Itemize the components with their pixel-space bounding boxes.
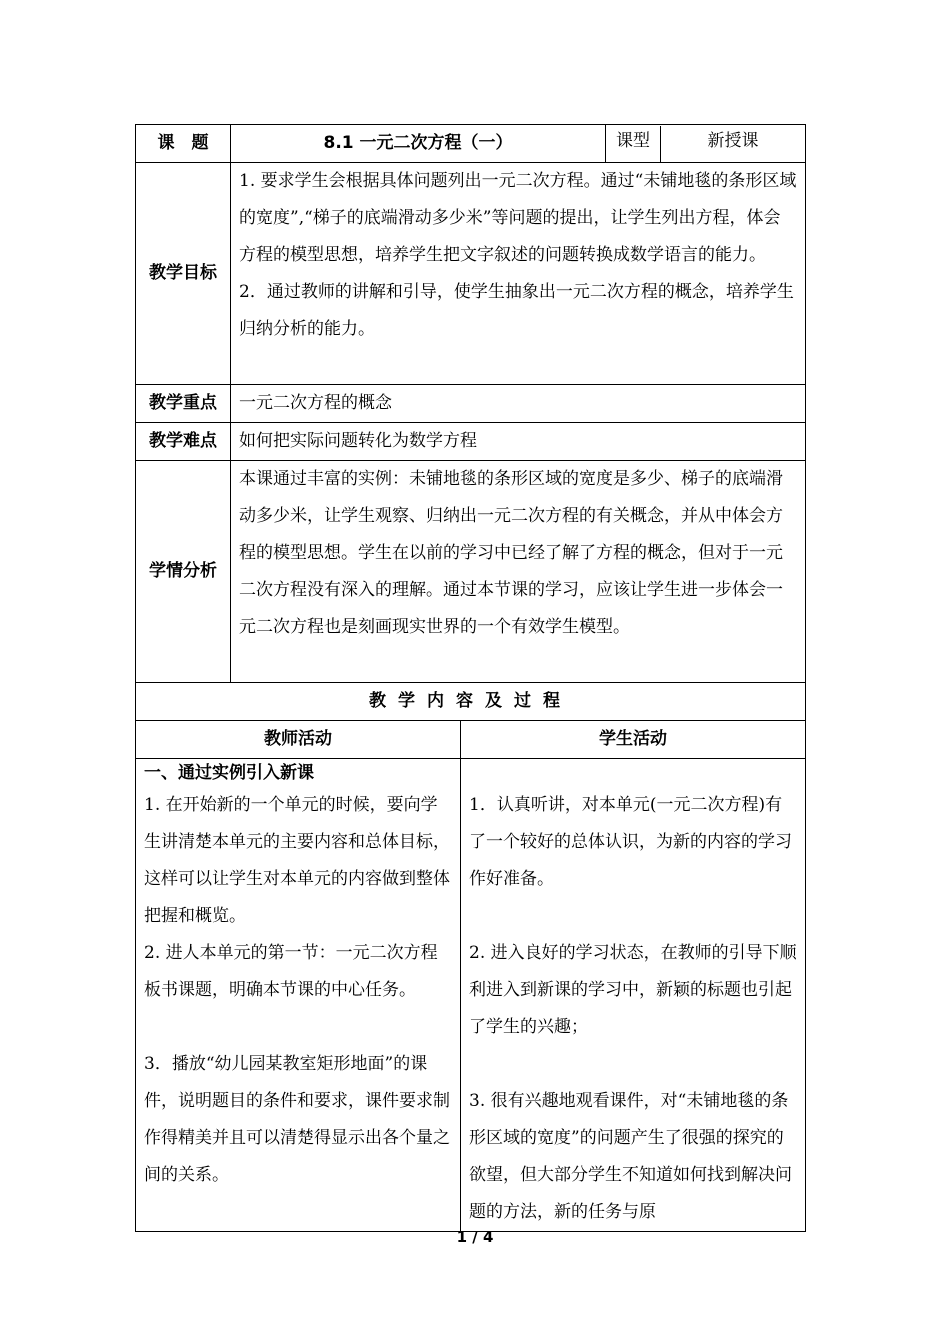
teacher-step: 3．播放“幼儿园某教室矩形地面”的课件，说明题目的条件和要求，课件要求制作得精美并且可以清楚得显示出各个量之间的关系。 <box>144 1054 450 1185</box>
student-step: 3. 很有兴趣地观看课件，对“未铺地毯的条形区域的宽度”的问题产生了很强的探究的欲望，但大部分学生不知道如何找到解决问题的方法，新的任务与原 <box>469 1091 792 1222</box>
teacher-step: 1. 在开始新的一个单元的时候，要向学生讲清楚本单元的主要内容和总体目标，这样可以让学生对本单元的内容做到整体把握和概览。 <box>144 795 450 926</box>
key-point-label: 教学重点 <box>136 385 231 423</box>
student-step: 1．认真听讲，对本单元(一元二次方程)有了一个较好的总体认识，为新的内容的学习作好准备。 <box>469 795 792 889</box>
page-number: 1 / 4 <box>456 1228 494 1246</box>
analysis-label: 学情分析 <box>136 461 231 683</box>
teacher-activity-cell <box>136 759 461 1232</box>
subject-value: 8.1 一元二次方程（一） <box>231 125 606 163</box>
activity-row <box>136 759 806 1232</box>
student-activity-header: 学生活动 <box>461 721 806 759</box>
objectives-row <box>136 163 806 385</box>
section-title: 一、通过实例引入新课 <box>144 763 314 783</box>
difficulty-label: 教学难点 <box>136 423 231 461</box>
objectives-content <box>231 163 806 385</box>
difficulty-row <box>136 423 806 461</box>
objective-item: 2．通过教师的讲解和引导，使学生抽象出一元二次方程的概念，培养学生归纳分析的能力。 <box>239 282 794 339</box>
objectives-label: 教学目标 <box>136 163 231 385</box>
type-cell <box>606 125 806 163</box>
key-point-row <box>136 385 806 423</box>
type-value: 新授课 <box>707 130 759 151</box>
subject-label: 课 题 <box>136 125 231 163</box>
difficulty-value: 如何把实际问题转化为数学方程 <box>231 423 806 461</box>
type-label: 课型 <box>606 126 661 162</box>
activity-header-row <box>136 721 806 759</box>
key-point-value: 一元二次方程的概念 <box>231 385 806 423</box>
lesson-plan-table <box>135 124 806 1232</box>
student-step: 2. 进入良好的学习状态，在教师的引导下顺利进入到新课的学习中，新颖的标题也引起了学生的兴趣； <box>469 943 797 1037</box>
process-title-row <box>136 683 806 721</box>
objective-item: 1. 要求学生会根据具体问题列出一元二次方程。通过“未铺地毯的条形区域的宽度”,“梯子的底端滑动多少米”等问题的提出，让学生列出方程，体会方程的模型思想，培养学生把文字叙述的问题转换成数学语言的能力。 <box>239 171 797 265</box>
student-activity-cell <box>461 759 806 1232</box>
analysis-row <box>136 461 806 683</box>
header-row <box>136 125 806 163</box>
process-title: 教学内容及过程 <box>136 683 806 721</box>
teacher-step: 2. 进人本单元的第一节：一元二次方程 板书课题，明确本节课的中心任务。 <box>144 943 455 1000</box>
analysis-value: 本课通过丰富的实例：未铺地毯的条形区域的宽度是多少、梯子的底端滑动多少米，让学生观察、归纳出一元二次方程的有关概念，并从中体会方程的模型思想。学生在以前的学习中已经了解了方程的概念，但对于一元二次方程没有深入的理解。通过本节课的学习，应该让学生进一步体会一元二次方程也是刻画现实世界的一个有效学生模型。 <box>231 461 806 683</box>
teacher-activity-header: 教师活动 <box>136 721 461 759</box>
